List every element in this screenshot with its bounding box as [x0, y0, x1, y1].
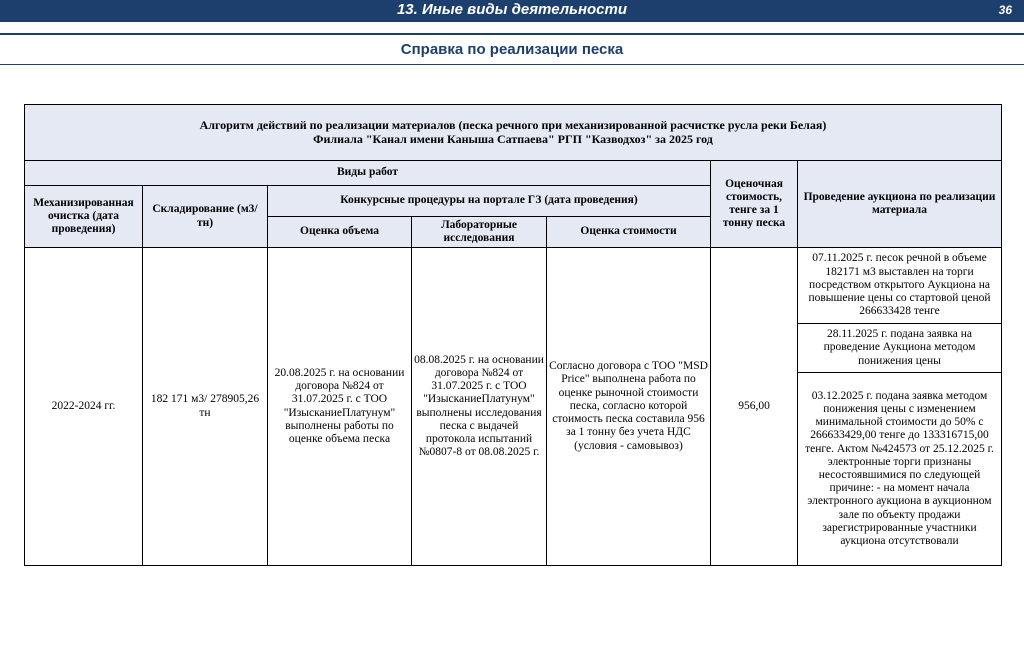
cell-auction-step-1: 07.11.2025 г. песок речной в объеме 182171 м3 выставлен на торги посредством открытого Аукциона на повышение цены со стартовой ценой 266633428 тенге: [798, 248, 1002, 324]
divider-line: [0, 64, 1024, 65]
cell-storage: 182 171 м3/ 278905,26 тн: [143, 248, 268, 566]
cell-auction-step-2: 28.11.2025 г. подана заявка на проведение Аукциона методом понижения цены: [798, 324, 1002, 373]
divider-line: [0, 33, 1024, 35]
sand-sales-table: [24, 104, 1002, 566]
header-estimated-cost: Оценочная стоимость, тенге за 1 тонну песка: [711, 161, 798, 248]
table-title: [25, 105, 1002, 161]
page-subtitle: Справка по реализации песка: [400, 41, 624, 58]
header-mech-cleaning: Механизированная очистка (дата проведения): [25, 186, 143, 248]
cell-estimated-cost: 956,00: [711, 248, 798, 566]
header-types-of-work: Виды работ: [25, 161, 711, 186]
cell-auction-step-3: 03.12.2025 г. подана заявка методом понижения цены с изменением минимальной стоимости до 50% с 266633429,00 тенге до 133316715,00 тенге. Актом №424573 от 25.12.2025 г. электронные торги признаны несостоявшимися по следующей причине: - на момент начала электронного аукциона в аукционном зале по объекту продажи зарегистрированные участники аукциона отсутствовали: [798, 373, 1002, 566]
cell-lab-research: 08.08.2025 г. на основании договора №824 от 31.07.2025 г. с ТОО "ИзысканиеПлатунум" выполнены исследования песка с выдачей протокола испытаний №0807-8 от 08.08.2025 г.: [412, 248, 547, 566]
header-auction: Проведение аукциона по реализации материала: [798, 161, 1002, 248]
header-volume-assessment: Оценка объема: [268, 217, 412, 248]
cell-volume-assessment: 20.08.2025 г. на основании договора №824 от 31.07.2025 г. с ТОО "ИзысканиеПлатунум" выполнены работы по оценке объема песка: [268, 248, 412, 566]
page-number: 36: [998, 3, 1012, 17]
header-lab-research: Лабораторные исследования: [412, 217, 547, 248]
section-title: 13. Иные виды деятельности: [396, 1, 628, 18]
header-storage: Складирование (м3/тн): [143, 186, 268, 248]
table-title-line1: Алгоритм действий по реализации материалов (песка речного при механизированной расчистке русла реки Белая): [199, 117, 827, 132]
top-bar: [0, 0, 1024, 22]
cell-mech-cleaning: 2022-2024 гг.: [25, 248, 143, 566]
table-title-line2: Филиала "Канал имени Каныша Сатпаева" РГП "Казводхоз" за 2025 год: [313, 131, 713, 146]
header-procedures: Конкурсные процедуры на портале ГЗ (дата проведения): [268, 186, 711, 217]
header-cost-assessment: Оценка стоимости: [547, 217, 711, 248]
cell-cost-assessment: Согласно договора с ТОО "MSD Price" выполнена работа по оценке рыночной стоимости песка, согласно которой стоимость песка составила 956 за 1 тонну без учета НДС (условия - самовывоз): [547, 248, 711, 566]
